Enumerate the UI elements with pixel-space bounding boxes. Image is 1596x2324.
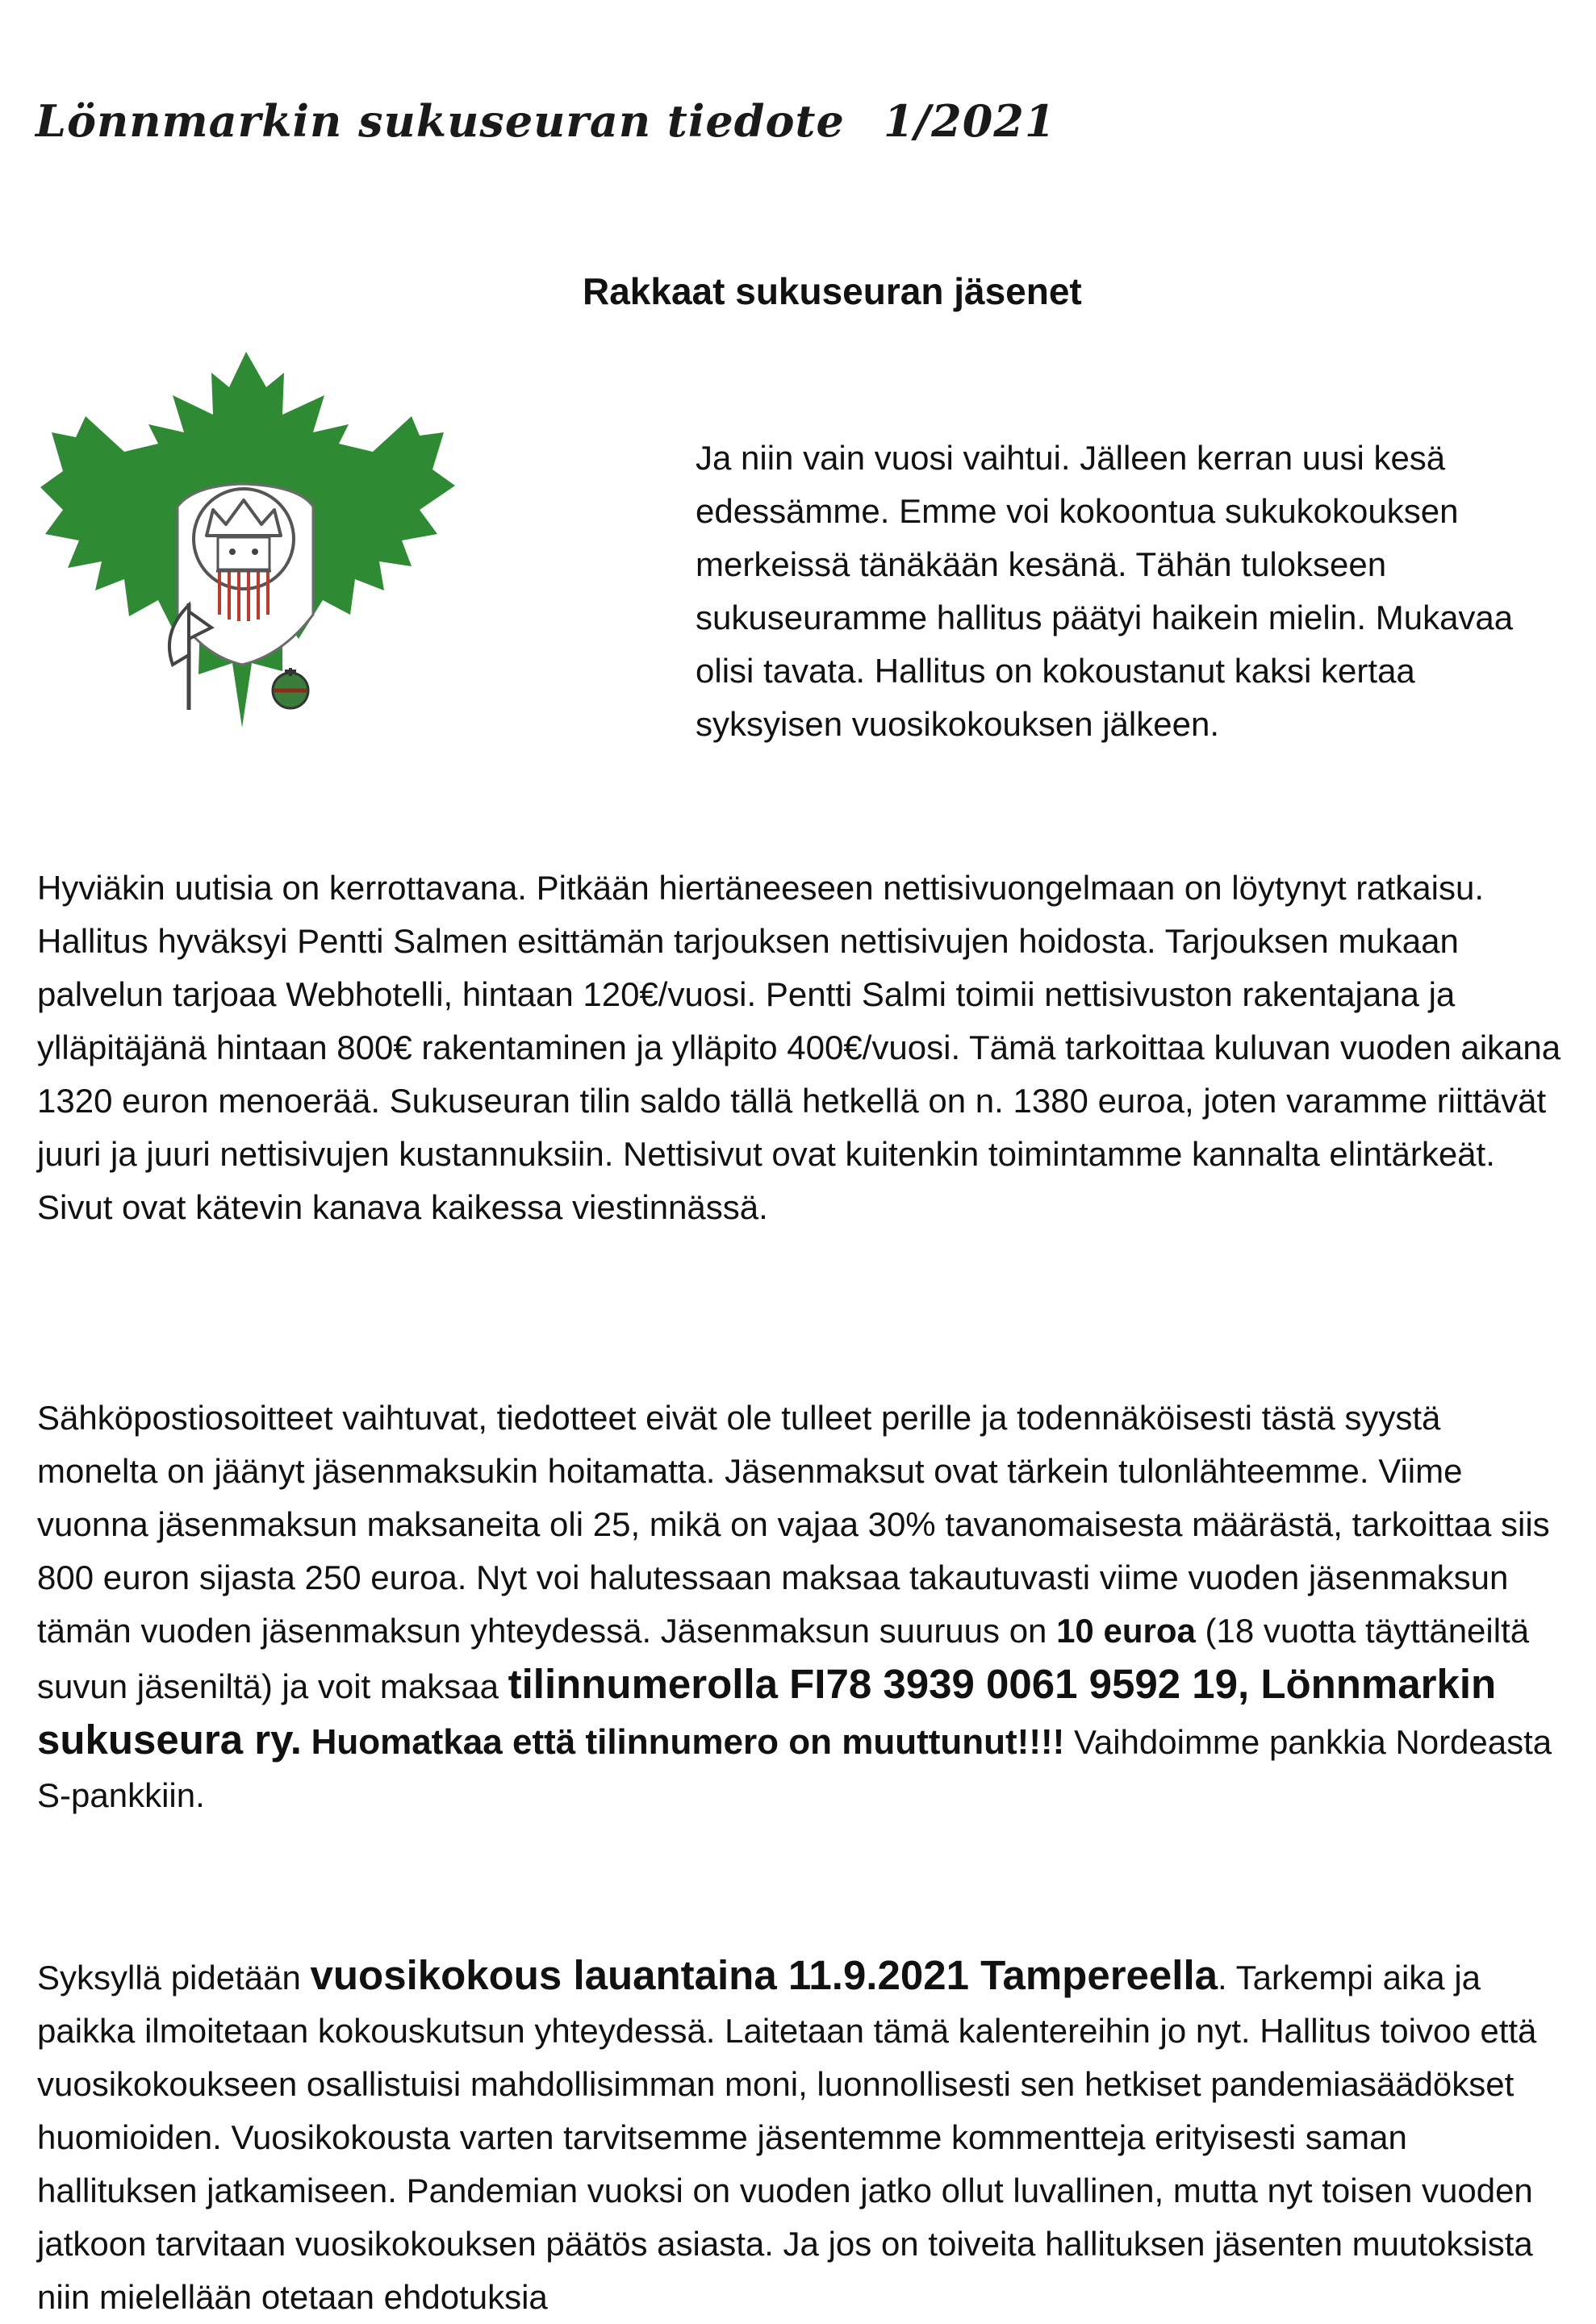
fee-amount: 10 euroa bbox=[1056, 1612, 1196, 1650]
face-shape bbox=[218, 537, 269, 570]
title-text: Lönnmarkin sukuseuran tiedote bbox=[36, 95, 845, 147]
maple-leaf-coat-of-arms-icon bbox=[40, 348, 460, 728]
account-number: tilinnumerolla FI78 3939 0061 9592 19, Lönnmarkin sukuseura ry. bbox=[37, 1661, 1497, 1763]
meeting-text-part: Syksyllä pidetään bbox=[37, 1959, 311, 1996]
membership-fee-paragraph bbox=[37, 1391, 1562, 1822]
annual-meeting-paragraph bbox=[37, 1949, 1562, 2324]
fee-text-part: Vaihdoimme pankkia Nordeasta S-pankkiin. bbox=[37, 1723, 1552, 1814]
membership-fee-text bbox=[37, 1391, 1562, 1822]
fee-text-part: Sähköpostiosoitteet vaihtuvat, tiedotteet eivät ole tulleet perille ja todennäköisesti tästä syystä monelta on jäänyt jäsenmaksukin hoitamatta. Jäsenmaksut ovat tärkein tulonlähteemme. Viime vuonna jäsenmaksun maksaneita oli 25, mikä on vajaa 30% tavanomaisesta määrästä, tarkoittaa siis 800 euron sijasta 250 euroa. Nyt voi halutessaan maksaa takautuvasti viime vuoden jäsenmaksun tämän vuoden jäsenmaksun yhteydessä. Jäsenmaksun suuruus on bbox=[37, 1399, 1550, 1650]
document-title bbox=[36, 95, 1055, 147]
meeting-date-location: vuosikokous lauantaina 11.9.2021 Tampereella bbox=[310, 1952, 1218, 1998]
intro-paragraph: Ja niin vain vuosi vaihtui. Jälleen kerran uusi kesä edessämme. Emme voi kokoontua sukukokouksen merkeissä tänäkään kesänä. Tähän tulokseen sukuseuramme hallitus päätyi haikein mielin. Mukavaa olisi tavata. Hallitus on kokoustanut kaksi kertaa syksyisen vuosikokouksen jälkeen. bbox=[696, 439, 1514, 743]
issue-number: 1/2021 bbox=[883, 95, 1056, 147]
account-change-notice: Huomatkaa että tilinnumero on muuttunut!!!! bbox=[311, 1722, 1065, 1762]
fee-text-part: (18 vuotta täyttäneiltä suvun jäseniltä) ja voit maksaa bbox=[37, 1612, 1530, 1705]
website-paragraph-text: Hyviäkin uutisia on kerrottavana. Pitkään hiertäneeseen nettisivuongelmaan on löytynyt ratkaisu. Hallitus hyväksyi Pentti Salmen esittämän tarjouksen nettisivujen hoidosta. Tarjouksen mukaan palvelun tarjoaa Webhotelli, hintaan 120€/vuosi. Pentti Salmi toimii nettisivuston rakentajana ja ylläpitäjänä hintaan 800€ rakentaminen ja ylläpito 400€/vuosi. Tämä tarkoittaa kuluvan vuoden aikana 1320 euron menoerää. Sukuseuran tilin saldo tällä hetkellä on n. 1380 euroa, joten varamme riittävät juuri ja juuri nettisivujen kustannuksiin. Nettisivut ovat kuitenkin toimintamme kannalta elintärkeät. Sivut ovat kätevin kanava kaikessa viestinnässä. bbox=[37, 869, 1561, 1226]
annual-meeting-text bbox=[37, 1949, 1562, 2324]
salutation-heading: Rakkaat sukuseuran jäsenet bbox=[583, 270, 1082, 312]
website-paragraph bbox=[37, 862, 1562, 1234]
meeting-text-part: . Tarkempi aika ja paikka ilmoitetaan kokouskutsun yhteydessä. Laitetaan tämä kalentereihin jo nyt. Hallitus toivoo että vuosikokoukseen osallistuisi mahdollisimman moni, luonnollisesti sen hetkiset pandemiasäädökset huomioiden. Vuosikokousta varten tarvitsemme jäsentemme kommentteja erityisesti saman hallituksen jatkamiseen. Pandemian vuoksi on vuoden jatko ollut luvallinen, mutta nyt toisen vuoden jatkoon tarvitaan vuosikokouksen päätös asiasta. Ja jos on toiveita hallituksen jäsenten muutoksista niin mielellään otetaan ehdotuksia bbox=[37, 1959, 1537, 2316]
